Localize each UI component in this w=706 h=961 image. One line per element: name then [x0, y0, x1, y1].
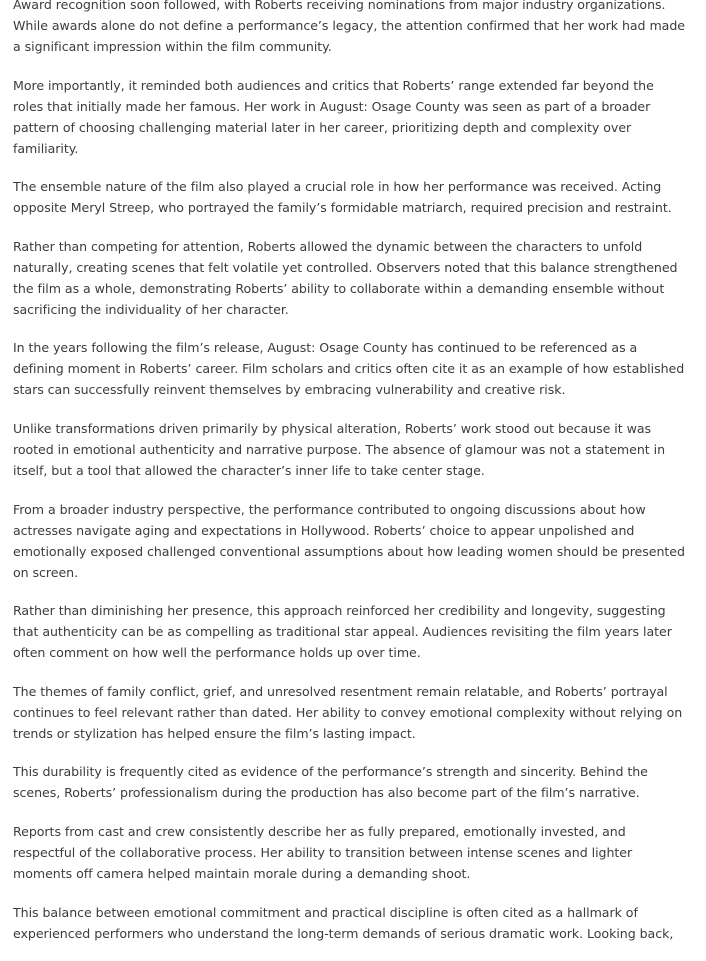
paragraph: The themes of family conflict, grief, and unresolved resentment remain relatable, and Roberts’ portrayal continues to feel relevant rather than dated. Her ability to convey emotional complexity without relying on trends or stylization has helped ensure the film’s lasting impact.	[13, 683, 683, 741]
paragraph: Rather than competing for attention, Roberts allowed the dynamic between the characters to unfold naturally, creating scenes that felt volatile yet controlled. Observers noted that this balance strengthened the film as a whole, demonstrating Roberts’ ability to collaborate within a demanding ensemble without sacrificing the individuality of her character.	[13, 238, 678, 317]
article-body	[13, 0, 685, 961]
paragraph: This durability is frequently cited as evidence of the performance’s strength and sincerity. Behind the scenes, Roberts’ professionalism during the production has also become part of the film’s narrative.	[13, 764, 648, 801]
paragraph: Unlike transformations driven primarily by physical alteration, Roberts’ work stood out because it was rooted in emotional authenticity and narrative purpose. The absence of glamour was not a statement in itself, but a tool that allowed the character’s inner life to take center stage.	[13, 420, 665, 478]
paragraph: Award recognition soon followed, with Roberts receiving nominations from major industry organizations. While awards alone do not define a performance’s legacy, the attention confirmed that her work had made a significant impression within the film community.	[13, 0, 685, 54]
paragraph: Reports from cast and crew consistently describe her as fully prepared, emotionally invested, and respectful of the collaborative process. Her ability to transition between intense scenes and lighter moments off camera helped maintain morale during a demanding shoot.	[13, 823, 633, 881]
paragraph: From a broader industry perspective, the performance contributed to ongoing discussions about how actresses navigate aging and expectations in Hollywood. Roberts’ choice to appear unpolished and emotionally exposed challenged conventional assumptions about how leading women should be presented on screen.	[13, 501, 685, 580]
paragraph: The ensemble nature of the film also played a crucial role in how her performance was received. Acting opposite Meryl Streep, who portrayed the family’s formidable matriarch, required precision and restraint.	[13, 179, 672, 216]
paragraph: This balance between emotional commitment and practical discipline is often cited as a hallmark of experienced performers who understand the long-term demands of serious dramatic work. Looking back,	[13, 904, 674, 941]
paragraph: Rather than diminishing her presence, this approach reinforced her credibility and longevity, suggesting that authenticity can be as compelling as traditional star appeal. Audiences revisiting the film years later often comment on how well the performance holds up over time.	[13, 603, 672, 661]
paragraph: More importantly, it reminded both audiences and critics that Roberts’ range extended far beyond the roles that initially made her famous. Her work in August: Osage County was seen as part of a broader pattern of choosing challenging material later in her career, prioritizing depth and complexity over familiarity.	[13, 77, 654, 156]
paragraph: In the years following the film’s release, August: Osage County has continued to be referenced as a defining moment in Roberts’ career. Film scholars and critics often cite it as an example of how established stars can successfully reinvent themselves by embracing vulnerability and creative risk.	[13, 340, 685, 398]
